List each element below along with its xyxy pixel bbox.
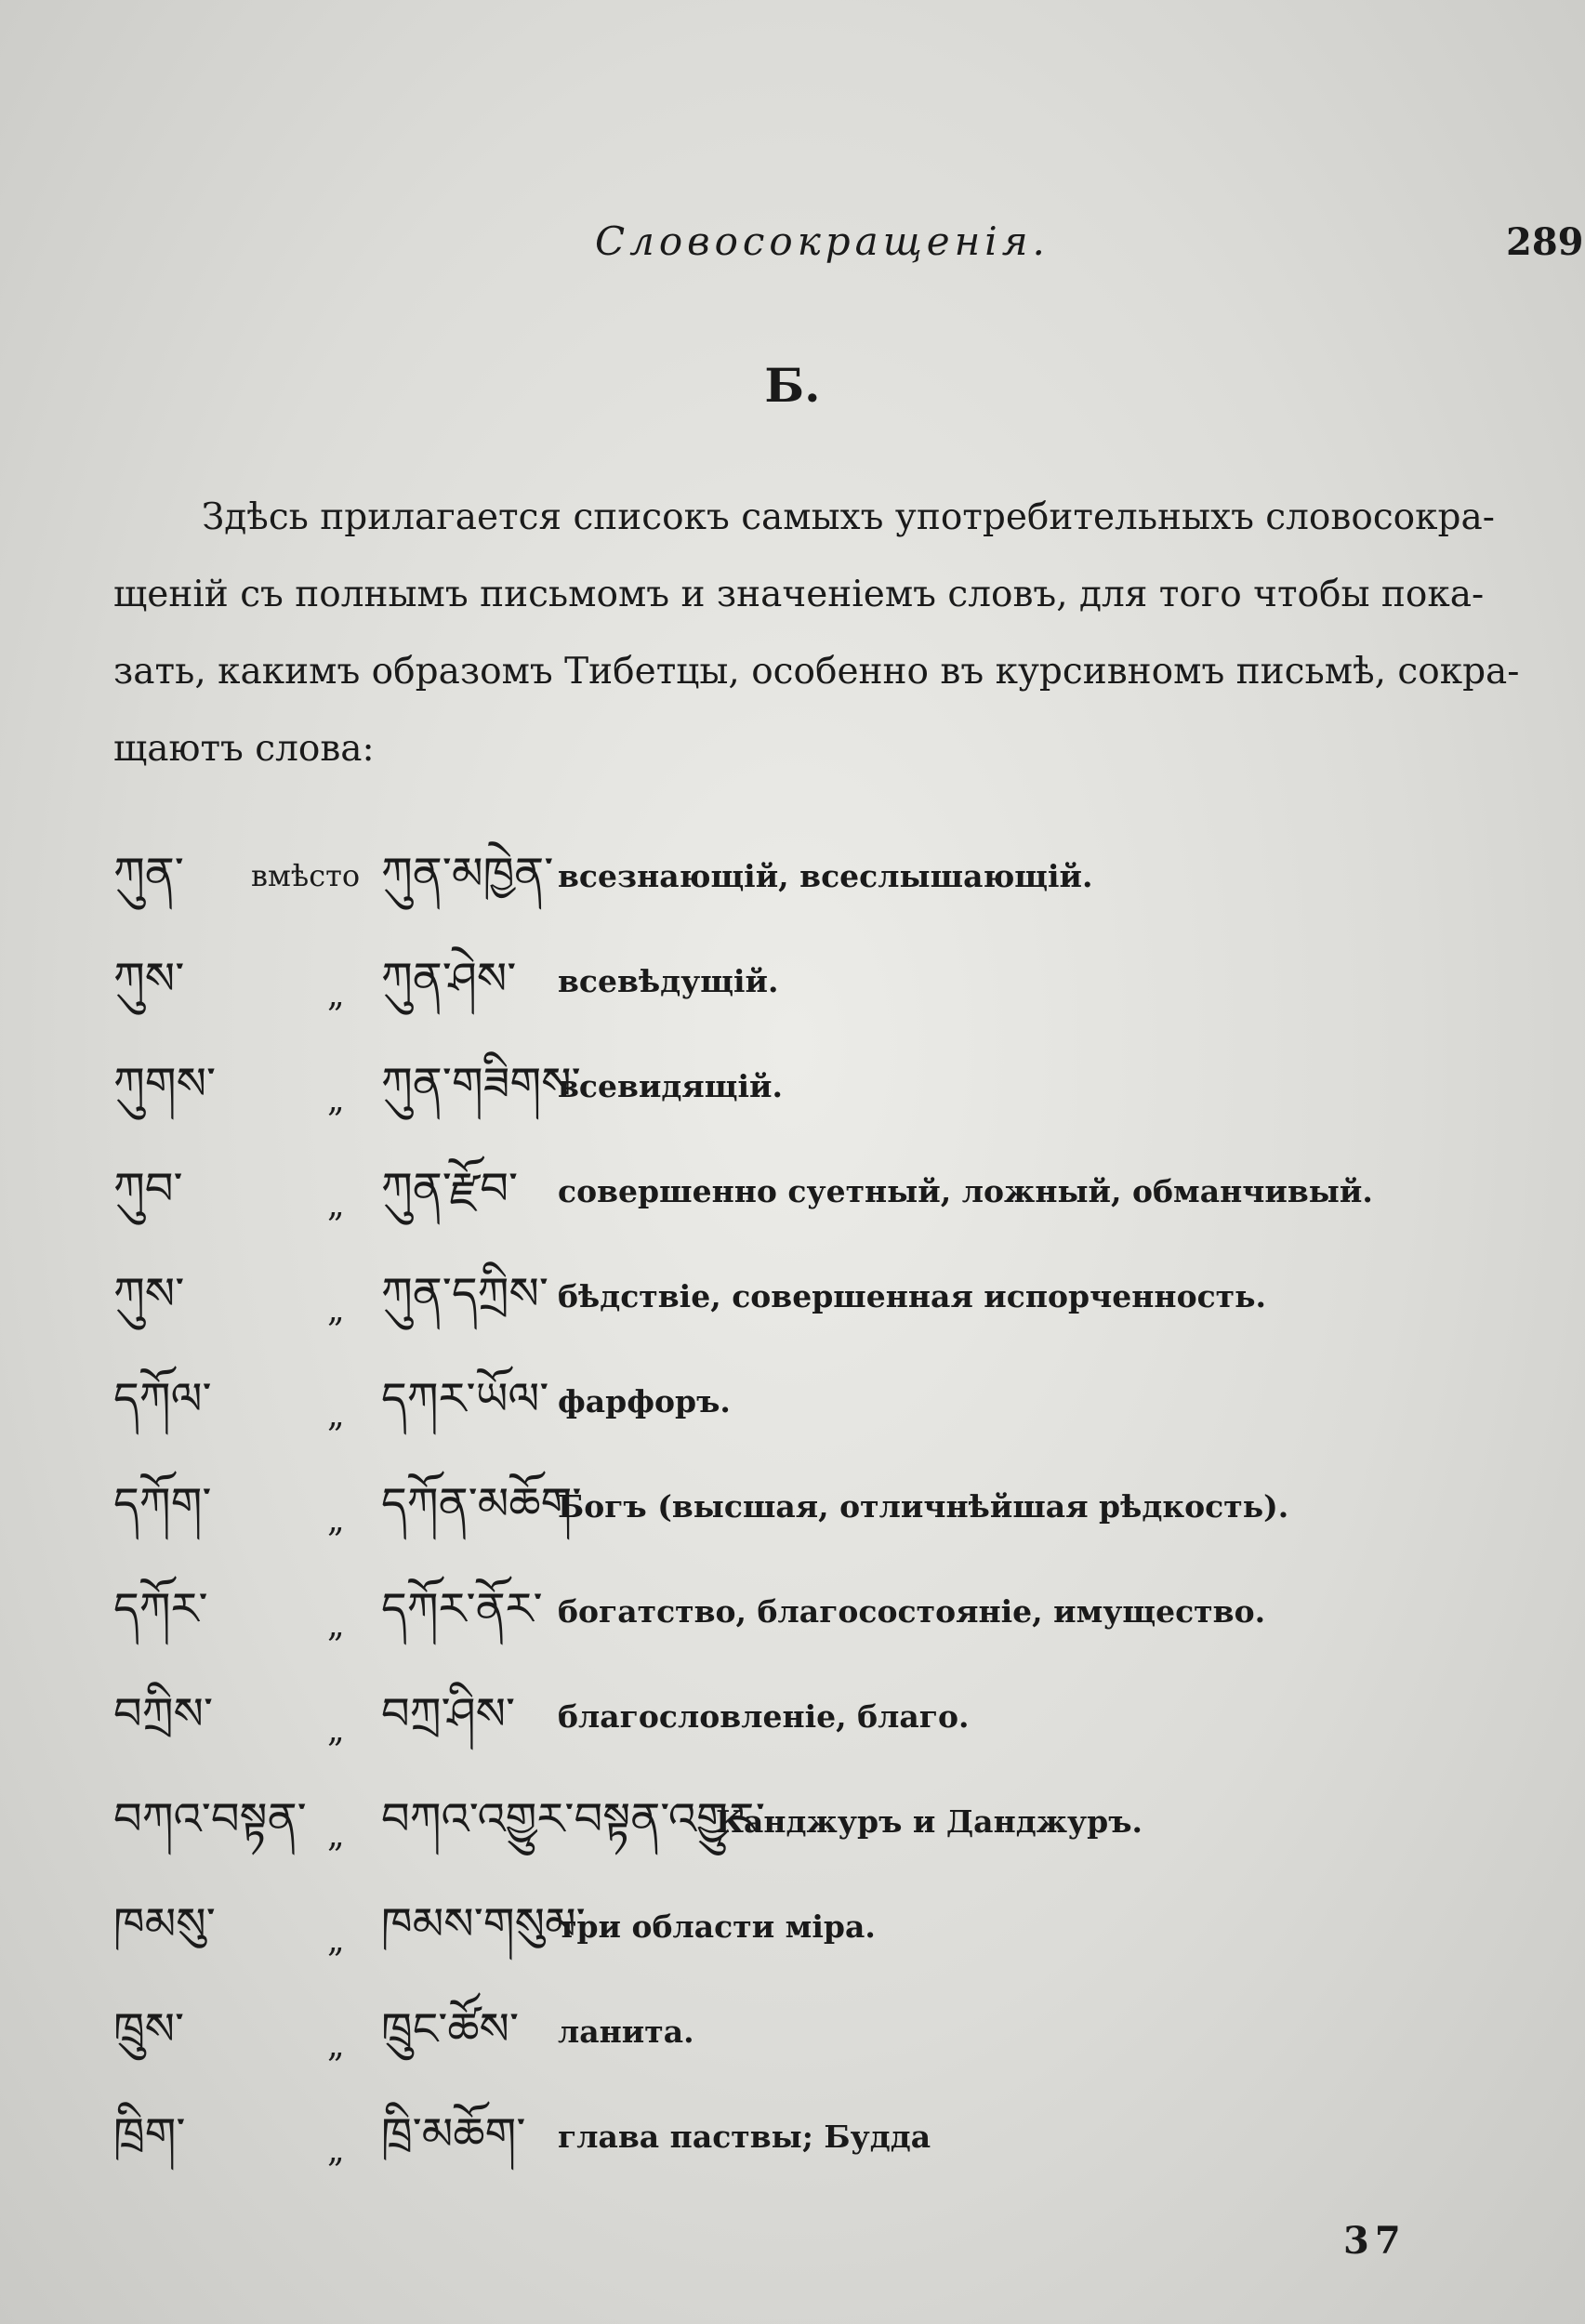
meaning: благословленіе, благо. bbox=[558, 1698, 970, 1735]
abbreviation: དཀོག་ bbox=[113, 1478, 212, 1530]
meaning: всезнающій, всеслышающій. bbox=[558, 858, 1093, 894]
intro-paragraph bbox=[113, 479, 1578, 787]
ditto-mark: „ bbox=[327, 1186, 345, 1224]
abbreviation: ཀུན་ bbox=[113, 848, 184, 900]
ditto-mark: „ bbox=[327, 976, 345, 1014]
meaning: бѣдствіе, совершенная испорченность. bbox=[558, 1278, 1267, 1314]
abbreviation: ཁམསུ་ bbox=[113, 1898, 216, 1950]
full-form: ཀུན་གཟིགས་ bbox=[381, 1058, 581, 1110]
running-header-title: Словосокращенія. bbox=[595, 218, 1050, 264]
list-item bbox=[0, 1987, 1585, 2093]
full-form: དཀོར་ནོར་ bbox=[381, 1583, 543, 1635]
full-form: ཁམས་གསུམ་ bbox=[381, 1898, 586, 1950]
full-form: བཀའ་འགྱུར་བསྟན་འགྱུར་ bbox=[381, 1793, 765, 1845]
ditto-mark: „ bbox=[327, 1396, 345, 1434]
abbreviation: བཀའ་བསྟན་ bbox=[113, 1793, 307, 1845]
page-number: 289 bbox=[1506, 220, 1584, 264]
ditto-mark: „ bbox=[327, 1501, 345, 1539]
meaning: Канджуръ и Данджуръ. bbox=[716, 1803, 1143, 1840]
meaning: всевидящій. bbox=[558, 1068, 784, 1104]
full-form: བཀྲ་ཤིས་ bbox=[381, 1688, 516, 1740]
list-item bbox=[0, 1462, 1585, 1567]
abbreviation: དཀོལ་ bbox=[113, 1373, 212, 1425]
ditto-mark: „ bbox=[327, 1921, 345, 1960]
ditto-mark: „ bbox=[327, 1711, 345, 1750]
meaning: всевѣдущій. bbox=[558, 963, 779, 999]
ditto-mark: „ bbox=[327, 2027, 345, 2065]
section-heading: Б. bbox=[764, 358, 821, 413]
intro-line: щаютъ слова: bbox=[113, 728, 375, 770]
abbreviation: ཀུབ་ bbox=[113, 1163, 183, 1215]
full-form: ཀུན་དཀྲིས་ bbox=[381, 1268, 548, 1320]
ditto-mark: „ bbox=[327, 1816, 345, 1855]
ditto-mark: „ bbox=[327, 2132, 345, 2170]
meaning: совершенно суетный, ложный, обманчивый. bbox=[558, 1173, 1373, 1209]
abbreviation: ཀུགས་ bbox=[113, 1058, 217, 1110]
full-form: དཀར་ཡོལ་ bbox=[381, 1373, 549, 1425]
list-item bbox=[0, 1147, 1585, 1252]
list-item bbox=[0, 1042, 1585, 1147]
meaning: Богъ (высшая, отличнѣйшая рѣдкость). bbox=[558, 1488, 1289, 1525]
intro-line: щеній съ полнымъ письмомъ и значеніемъ словъ, для того чтобы пока- bbox=[113, 574, 1485, 615]
meaning: три области міра. bbox=[558, 1908, 876, 1945]
instead-word: вмѣсто bbox=[251, 858, 361, 893]
full-form: ཁྲུང་ཚོས་ bbox=[381, 2003, 520, 2055]
intro-line: зать, какимъ образомъ Тибетцы, особенно въ курсивномъ письмѣ, сокра- bbox=[113, 651, 1520, 693]
abbreviation: ཁྲུས་ bbox=[113, 2003, 185, 2055]
list-item bbox=[0, 937, 1585, 1042]
ditto-mark: „ bbox=[327, 1081, 345, 1119]
list-item bbox=[0, 1252, 1585, 1357]
abbreviation: ཀུས་ bbox=[113, 953, 185, 1005]
ditto-mark: „ bbox=[327, 1606, 345, 1644]
full-form: ཀུན་ཤེས་ bbox=[381, 953, 517, 1005]
abbreviation: དཀོར་ bbox=[113, 1583, 208, 1635]
ditto-mark: „ bbox=[327, 1291, 345, 1329]
list-item bbox=[0, 1672, 1585, 1777]
list-item bbox=[0, 1777, 1585, 1882]
meaning: ланита. bbox=[558, 2014, 694, 2050]
signature-folio: 37 bbox=[1343, 2219, 1407, 2263]
full-form: ཀུན་མཁྱེན་ bbox=[381, 848, 554, 900]
intro-line: Здѣсь прилагается списокъ самыхъ употребительныхъ словосокра- bbox=[202, 496, 1495, 538]
list-item bbox=[0, 832, 1585, 937]
full-form: ཀུན་རྫོབ་ bbox=[381, 1163, 519, 1215]
list-item bbox=[0, 1567, 1585, 1672]
meaning: фарфоръ. bbox=[558, 1383, 731, 1419]
full-form: དཀོན་མཆོག་ bbox=[381, 1478, 582, 1530]
abbreviation: ཀུས་ bbox=[113, 1268, 185, 1320]
abbreviation: བཀྲིས་ bbox=[113, 1688, 214, 1740]
list-item bbox=[0, 1882, 1585, 1987]
list-item bbox=[0, 2093, 1585, 2198]
list-item bbox=[0, 1357, 1585, 1462]
meaning: богатство, благосостояніе, имущество. bbox=[558, 1593, 1266, 1630]
abbreviation-list bbox=[0, 832, 1585, 2198]
abbreviation: ཁྲིག་ bbox=[113, 2108, 186, 2160]
full-form: ཁྲི་མཆོག་ bbox=[381, 2108, 526, 2160]
meaning: глава паствы; Будда bbox=[558, 2119, 931, 2155]
